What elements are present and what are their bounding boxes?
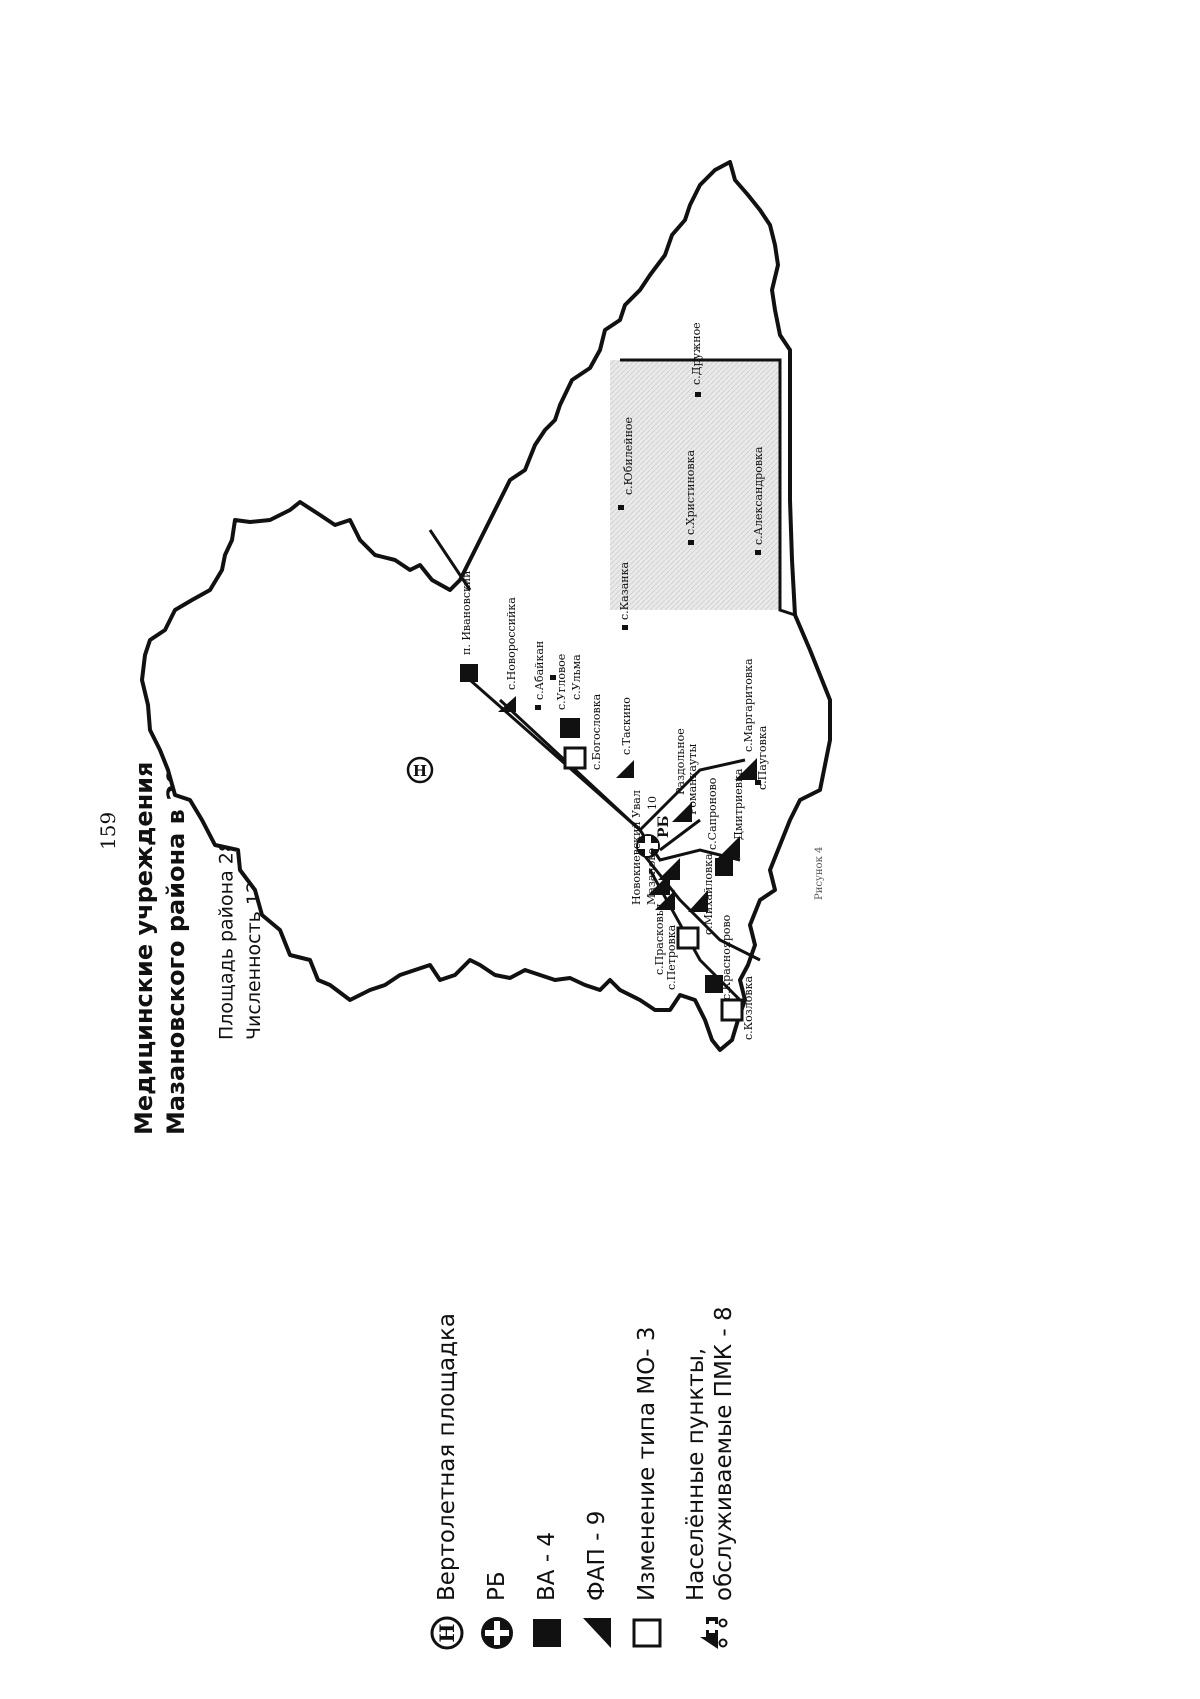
change-marker-bogoslovka	[565, 748, 585, 768]
label-sapronovo: с.Сапроново	[706, 777, 719, 850]
label-kozlovka: с.Козловка	[742, 975, 755, 1040]
map-helipad-icon	[408, 758, 432, 782]
title-line-1: Медицинские учреждения	[130, 761, 158, 1135]
label-khristinovka: с.Христиновка	[684, 449, 697, 535]
legend-fap-label: ФАП - 9	[584, 1510, 610, 1601]
label-petrovka: с.Петровка	[665, 924, 678, 990]
label-praskovya: с.Прасковья	[653, 903, 666, 975]
label-uglovoe: с.Угловое	[555, 653, 568, 710]
label-razdolnoe: Раздольное	[674, 728, 687, 795]
figure-caption: Рисунок 4	[814, 846, 825, 900]
label-druzhnoe: с.Дружное	[690, 322, 703, 385]
legend-helipad-label: Вертолетная площадка	[434, 1313, 460, 1601]
label-road-10: 10	[646, 796, 659, 810]
label-margaritovka: с.Маргаритовка	[742, 658, 755, 752]
label-novokiev: Новокиевский Увал	[630, 790, 643, 905]
legend-change-type-label: Изменение типа МО- 3	[634, 1326, 660, 1601]
label-mikhaylovka: с.Михайловка	[702, 853, 715, 935]
va-marker-uglovoe	[560, 718, 580, 738]
page-number: 159	[96, 811, 120, 850]
label-ulma: с.Ульма	[570, 654, 583, 700]
change-marker-praskovya	[678, 928, 698, 948]
label-romanovka: Романкауты	[686, 743, 699, 815]
svg-text:H: H	[435, 1623, 459, 1643]
population-label: Численность 12 019	[243, 838, 266, 1040]
label-pautovka: с.Пауговка	[756, 725, 769, 790]
legend-va-label: ВА - 4	[534, 1531, 560, 1601]
title-line-2: Мазановского района в 2025 году	[162, 661, 190, 1135]
label-dmitrievka: Дмитриевка	[732, 768, 745, 840]
label-mazanovo: Мазаново	[645, 847, 658, 905]
label-abaykan: с.Абайкан	[533, 640, 546, 700]
label-krasnoyarovo: с.Красноярово	[720, 914, 733, 1000]
svg-text:H: H	[412, 762, 428, 780]
label-rb: РБ	[656, 815, 672, 838]
label-kazanka: с.Казанка	[618, 561, 631, 620]
legend-pmk-line-1: Населённые пункты,	[683, 1347, 709, 1601]
label-bogoslovka: с.Богословка	[590, 693, 603, 770]
legend-pmk-line-2: обслуживаемые ПМК - 8	[711, 1306, 737, 1601]
change-marker-kozlovka	[722, 1000, 742, 1020]
va-marker-sapronovo	[715, 858, 733, 876]
label-ivanovsky: п. Ивановский	[460, 570, 473, 655]
va-marker-ivanovsky	[460, 664, 478, 682]
label-yubileynoe: с.Юбилейное	[622, 416, 635, 495]
area-label: Площадь района 28 316 км	[208, 759, 240, 1040]
label-novorossiyka: с.Новороссийка	[505, 597, 518, 690]
label-aleksandrovka: с.Александровка	[752, 446, 765, 545]
legend-rb-label: РБ	[484, 1571, 510, 1601]
label-taskino: с.Таскино	[620, 697, 633, 755]
